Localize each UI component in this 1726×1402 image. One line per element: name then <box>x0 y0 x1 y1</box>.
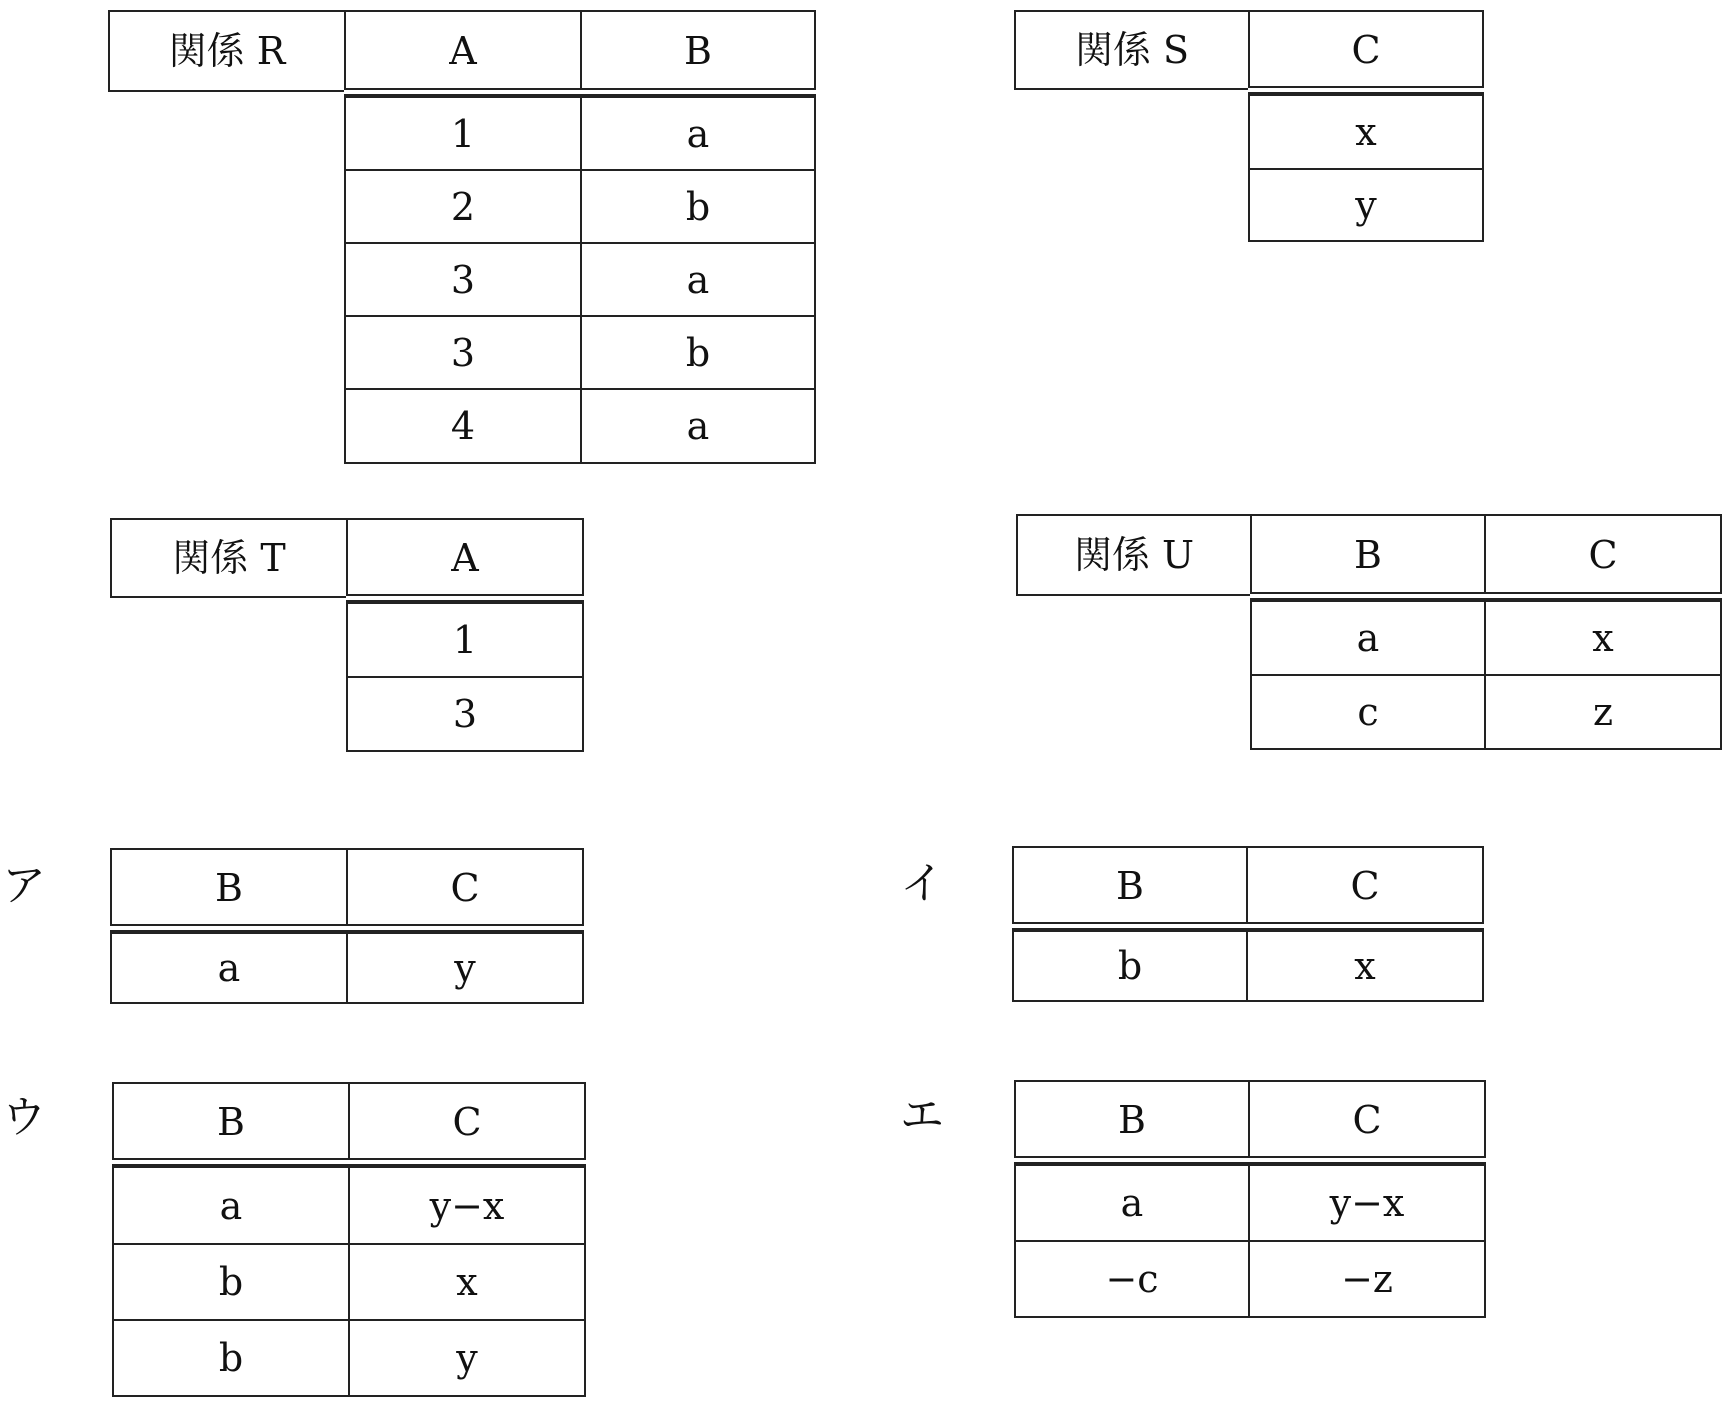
relation-t-cell: 3 <box>346 676 584 752</box>
relation-u-name: 関係 U <box>1016 514 1252 596</box>
relation-u-header-b: B <box>1250 514 1486 596</box>
relation-s-header-c: C <box>1248 10 1484 90</box>
relation-r-cell: 4 <box>344 388 582 464</box>
relation-r-cell: a <box>580 242 816 317</box>
choice-i-label: イ <box>900 858 944 909</box>
choice-u-cell: b <box>112 1319 350 1397</box>
header-separator <box>344 88 816 96</box>
choice-i-header-c: C <box>1246 846 1484 926</box>
choice-i-header-b: B <box>1012 846 1248 926</box>
choice-a-header-c: C <box>346 848 584 928</box>
choice-a-label: ア <box>2 860 46 911</box>
relation-t-cell: 1 <box>346 602 584 678</box>
choice-u-cell: y−x <box>348 1166 586 1245</box>
choice-u-header-b: B <box>112 1082 350 1162</box>
relation-r-cell: b <box>580 315 816 390</box>
choice-e-header-c: C <box>1248 1080 1486 1160</box>
choice-e-cell: −c <box>1014 1240 1250 1318</box>
choice-e-header-b: B <box>1014 1080 1250 1160</box>
relation-r-header-b: B <box>580 10 816 92</box>
relation-u-header-c: C <box>1484 514 1722 596</box>
choice-a-header-b: B <box>110 848 348 928</box>
relation-t-name: 関係 T <box>110 518 348 598</box>
relation-u-cell: x <box>1484 600 1722 676</box>
choice-u-cell: y <box>348 1319 586 1397</box>
choice-e-cell: −z <box>1248 1240 1486 1318</box>
choice-e-label: エ <box>900 1090 944 1141</box>
relation-r-cell: b <box>580 169 816 244</box>
choice-i-cell: b <box>1012 930 1248 1002</box>
relation-r-cell: 1 <box>344 96 582 171</box>
choice-u-cell: x <box>348 1243 586 1321</box>
relation-u-cell: z <box>1484 674 1722 750</box>
relation-r-cell: a <box>580 388 816 464</box>
header-separator <box>110 924 584 932</box>
header-separator <box>1250 592 1722 600</box>
header-separator <box>1248 86 1484 94</box>
choice-a-cell: y <box>346 932 584 1004</box>
choice-u-cell: a <box>112 1166 350 1245</box>
relation-r-cell: a <box>580 96 816 171</box>
relation-t-header-a: A <box>346 518 584 598</box>
header-separator <box>346 594 584 602</box>
relation-r-header-a: A <box>344 10 582 92</box>
relation-u-cell: a <box>1250 600 1486 676</box>
relation-r-name: 関係 R <box>108 10 346 92</box>
header-separator <box>112 1158 586 1166</box>
header-separator <box>1014 1156 1486 1164</box>
choice-u-cell: b <box>112 1243 350 1321</box>
choice-u-label: ウ <box>2 1092 46 1143</box>
relation-r-cell: 2 <box>344 169 582 244</box>
relation-r-cell: 3 <box>344 242 582 317</box>
choice-e-cell: y−x <box>1248 1164 1486 1242</box>
relation-u-cell: c <box>1250 674 1486 750</box>
choice-i-cell: x <box>1246 930 1484 1002</box>
choice-a-cell: a <box>110 932 348 1004</box>
header-separator <box>1012 922 1484 930</box>
choice-e-cell: a <box>1014 1164 1250 1242</box>
relation-s-cell: x <box>1248 94 1484 170</box>
choice-u-header-c: C <box>348 1082 586 1162</box>
relation-s-cell: y <box>1248 168 1484 242</box>
relation-s-name: 関係 S <box>1014 10 1250 90</box>
relation-r-cell: 3 <box>344 315 582 390</box>
